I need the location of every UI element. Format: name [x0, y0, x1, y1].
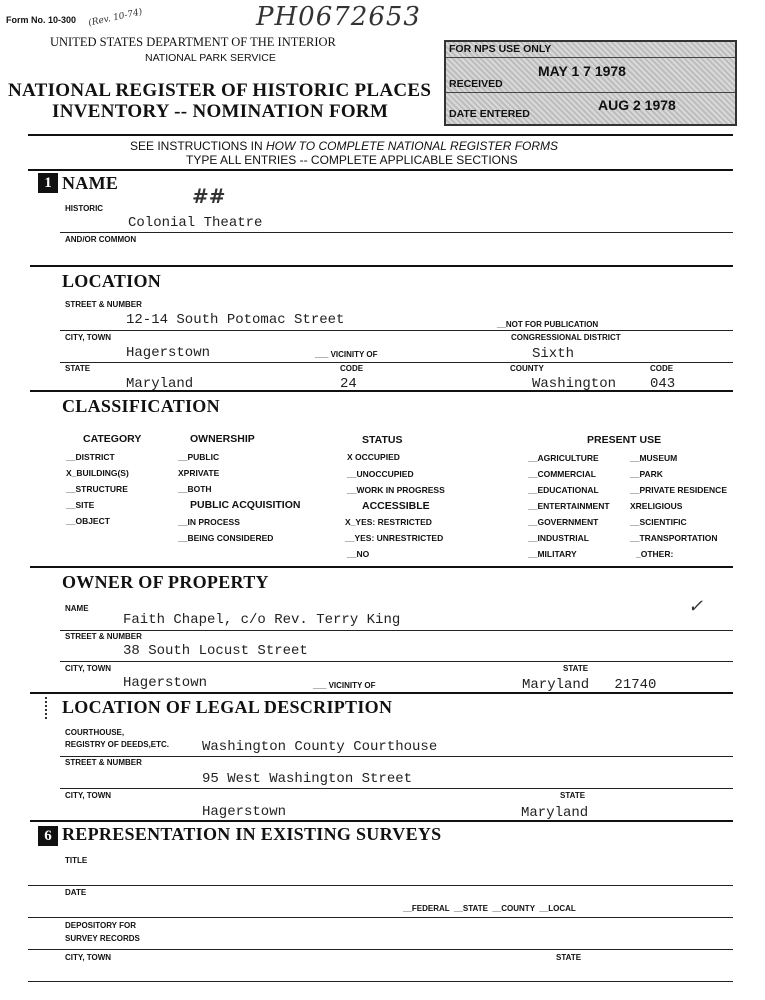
category-buildings: X_BUILDING(S) [66, 468, 129, 478]
location-state-value: Maryland [126, 376, 194, 392]
courthouse-value: Washington County Courthouse [202, 739, 438, 755]
public-acq-being-considered: __BEING CONSIDERED [178, 533, 274, 543]
use-religious: XRELIGIOUS [630, 501, 683, 511]
ownership-private: XPRIVATE [178, 468, 220, 478]
use-scientific: __SCIENTIFIC [630, 517, 687, 527]
state-code-label: CODE [340, 364, 364, 373]
owner-vicinity: ___ VICINITY OF [313, 681, 376, 690]
category-object: __OBJECT [66, 516, 110, 526]
use-agriculture: __AGRICULTURE [528, 453, 599, 463]
use-transportation: __TRANSPORTATION [630, 533, 718, 543]
survey-title-label: TITLE [65, 856, 88, 865]
check-mark: ✓ [688, 596, 704, 617]
use-educational: __EDUCATIONAL [528, 485, 599, 495]
received-stamp: MAY 1 7 1978 [538, 63, 626, 79]
survey-date-label: DATE [65, 888, 87, 897]
use-park: __PARK [630, 469, 663, 479]
section-number-6: 6 [38, 826, 58, 846]
location-street-value: 12-14 South Potomac Street [126, 312, 345, 328]
reference-number: PH0672653 [256, 2, 421, 32]
county-code-value: 043 [650, 376, 676, 392]
common-name-label: AND/OR COMMON [65, 235, 137, 244]
use-commercial: __COMMERCIAL [528, 469, 597, 479]
courthouse-label: COURTHOUSE, [65, 728, 125, 737]
accessible-no: __NO [347, 549, 370, 559]
nps-use-only-box [444, 40, 737, 126]
owner-street-value: 38 South Locust Street [123, 643, 308, 659]
service-name: NATIONAL PARK SERVICE [145, 52, 276, 64]
county-code-label: CODE [650, 364, 674, 373]
owner-state-value: Maryland 21740 [522, 677, 657, 693]
accessible-unrestricted: __YES: UNRESTRICTED [345, 533, 444, 543]
use-private-residence: __PRIVATE RESIDENCE [630, 485, 727, 495]
instructions-line1: SEE INSTRUCTIONS IN HOW TO COMPLETE NATIONAL REGISTER FORMS [130, 139, 559, 153]
margin-mark [45, 697, 47, 719]
instructions-line2: TYPE ALL ENTRIES -- COMPLETE APPLICABLE SECTIONS [186, 153, 518, 167]
congressional-district-label: CONGRESSIONAL DISTRICT [511, 333, 621, 342]
nps-use-only-label: FOR NPS USE ONLY [449, 43, 552, 55]
received-label: RECEIVED [449, 78, 503, 90]
historic-name-value: Colonial Theatre [128, 215, 263, 231]
public-acquisition-heading: PUBLIC ACQUISITION [190, 499, 301, 511]
use-government: __GOVERNMENT [528, 517, 599, 527]
congressional-district-value: Sixth [532, 346, 575, 362]
survey-city-label: CITY, TOWN [65, 953, 112, 962]
status-occupied: X OCCUPIED [347, 452, 400, 462]
date-entered-label: DATE ENTERED [449, 108, 530, 120]
county-value: Washington [532, 376, 617, 392]
owner-city-value: Hagerstown [123, 675, 208, 691]
owner-state-label: STATE [563, 664, 589, 673]
use-military: __MILITARY [528, 549, 577, 559]
use-other: _OTHER: [636, 549, 674, 559]
name-heading: NAME [62, 173, 119, 193]
owner-street-label: STREET & NUMBER [65, 632, 142, 641]
accessible-heading: ACCESSIBLE [362, 500, 430, 512]
ownership-both: __BOTH [178, 484, 212, 494]
use-industrial: __INDUSTRIAL [528, 533, 589, 543]
owner-city-label: CITY, TOWN [65, 664, 112, 673]
ownership-public: __PUBLIC [178, 452, 220, 462]
owner-name-value: Faith Chapel, c/o Rev. Terry King [123, 612, 401, 628]
legal-state-label: STATE [560, 791, 586, 800]
location-city-value: Hagerstown [126, 345, 211, 361]
not-for-publication: __NOT FOR PUBLICATION [497, 320, 599, 329]
surveys-heading: REPRESENTATION IN EXISTING SURVEYS [62, 824, 442, 844]
use-museum: __MUSEUM [630, 453, 678, 463]
category-site: __SITE [66, 500, 95, 510]
department-name: UNITED STATES DEPARTMENT OF THE INTERIOR [50, 35, 336, 49]
depository-label: DEPOSITORY FOR [65, 921, 136, 930]
location-heading: LOCATION [62, 271, 162, 291]
handwritten-mark: ## [192, 184, 226, 208]
legal-heading: LOCATION OF LEGAL DESCRIPTION [62, 697, 393, 717]
owner-name-label: NAME [65, 604, 89, 613]
owner-heading: OWNER OF PROPERTY [62, 572, 269, 592]
location-vicinity: ___ VICINITY OF [315, 350, 378, 359]
survey-state-label: STATE [556, 953, 582, 962]
registry-label: REGISTRY OF DEEDS,ETC. [65, 740, 170, 749]
location-state-label: STATE [65, 364, 91, 373]
legal-state-value: Maryland [521, 805, 589, 821]
legal-city-label: CITY, TOWN [65, 791, 112, 800]
ownership-heading: OWNERSHIP [190, 433, 255, 445]
form-title-line1: NATIONAL REGISTER OF HISTORIC PLACES [8, 80, 432, 101]
county-label: COUNTY [510, 364, 544, 373]
form-title-line2: INVENTORY -- NOMINATION FORM [52, 101, 389, 122]
accessible-restricted: X_YES: RESTRICTED [345, 517, 432, 527]
category-district: __DISTRICT [66, 452, 115, 462]
use-entertainment: __ENTERTAINMENT [528, 501, 610, 511]
section-number-1: 1 [38, 173, 58, 193]
status-work-in-progress: __WORK IN PROGRESS [347, 485, 445, 495]
legal-street-label: STREET & NUMBER [65, 758, 142, 767]
public-acq-in-process: __IN PROCESS [178, 517, 240, 527]
category-structure: __STRUCTURE [66, 484, 128, 494]
revision-note: (Rev. 10-74) [87, 7, 144, 29]
form-number: Form No. 10-300 [6, 15, 77, 25]
legal-city-value: Hagerstown [202, 804, 287, 820]
location-street-label: STREET & NUMBER [65, 300, 142, 309]
survey-levels: __FEDERAL __STATE __COUNTY __LOCAL [403, 904, 576, 913]
historic-label: HISTORIC [65, 204, 104, 213]
status-unoccupied: __UNOCCUPIED [347, 469, 414, 479]
classification-heading: CLASSIFICATION [62, 396, 220, 416]
category-heading: CATEGORY [83, 433, 142, 445]
present-use-heading: PRESENT USE [587, 434, 662, 446]
survey-records-label: SURVEY RECORDS [65, 934, 140, 943]
state-code-value: 24 [340, 376, 357, 392]
status-heading: STATUS [362, 434, 403, 446]
date-entered-stamp: AUG 2 1978 [598, 97, 676, 113]
legal-street-value: 95 West Washington Street [202, 771, 413, 787]
location-city-label: CITY, TOWN [65, 333, 112, 342]
